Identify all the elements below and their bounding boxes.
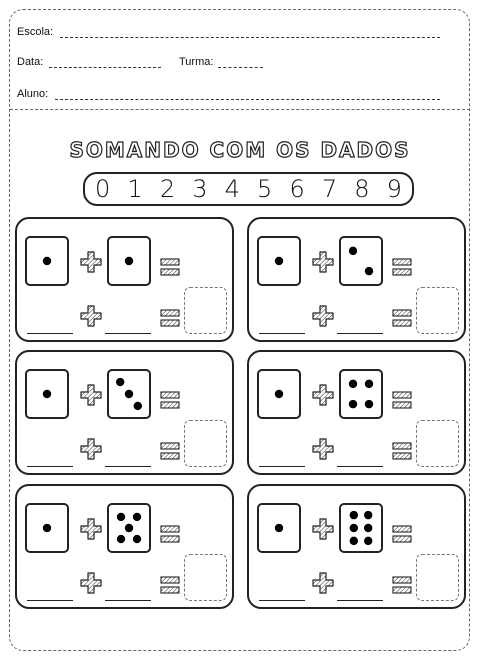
die-pip xyxy=(365,400,373,408)
die-face-1 xyxy=(25,236,69,286)
number-line-digit: 9 xyxy=(386,175,402,203)
die-face-2 xyxy=(339,236,383,286)
equals-icon xyxy=(160,308,180,333)
number-line-digit: 3 xyxy=(192,175,208,203)
plus-icon xyxy=(312,438,334,465)
die-face-6 xyxy=(339,503,383,553)
plus-icon xyxy=(312,572,334,599)
addend-blank[interactable] xyxy=(259,600,305,601)
class-label: Turma: xyxy=(179,56,214,68)
die-pip xyxy=(275,257,283,265)
number-line xyxy=(83,172,414,206)
exercise-card xyxy=(15,484,234,609)
exercise-card xyxy=(15,217,234,342)
plus-icon xyxy=(80,305,102,332)
student-field[interactable] xyxy=(55,99,440,100)
addend-blank[interactable] xyxy=(105,466,151,467)
die-pip xyxy=(43,257,51,265)
addend-blank[interactable] xyxy=(337,333,383,334)
die-pip xyxy=(43,390,51,398)
die-pip xyxy=(275,524,283,532)
die-pip xyxy=(349,247,357,255)
number-line-digit: 6 xyxy=(289,175,305,203)
addend-blank[interactable] xyxy=(259,333,305,334)
equals-icon xyxy=(392,441,412,466)
die-pip xyxy=(117,513,125,521)
plus-icon xyxy=(312,384,334,411)
school-field[interactable] xyxy=(60,37,440,38)
plus-icon xyxy=(312,305,334,332)
die-face-1 xyxy=(25,369,69,419)
die-pip xyxy=(125,524,133,532)
answer-box[interactable] xyxy=(184,554,227,601)
die-face-1 xyxy=(257,369,301,419)
answer-box[interactable] xyxy=(416,287,459,334)
die-pip xyxy=(349,400,357,408)
equals-icon xyxy=(160,524,180,549)
die-pip xyxy=(350,511,358,519)
die-pip xyxy=(350,524,358,532)
die-face-3 xyxy=(107,369,151,419)
die-pip xyxy=(364,537,372,545)
addend-blank[interactable] xyxy=(27,333,73,334)
equals-icon xyxy=(392,257,412,282)
die-face-1 xyxy=(107,236,151,286)
number-line-digit: 4 xyxy=(224,175,240,203)
equals-icon xyxy=(392,524,412,549)
number-line-digit: 8 xyxy=(354,175,370,203)
school-label: Escola: xyxy=(17,26,54,38)
exercise-card xyxy=(247,217,466,342)
equals-icon xyxy=(160,390,180,415)
plus-icon xyxy=(80,251,102,278)
die-face-5 xyxy=(107,503,151,553)
class-field[interactable] xyxy=(218,67,263,68)
die-pip xyxy=(133,535,141,543)
plus-icon xyxy=(80,438,102,465)
plus-icon xyxy=(80,518,102,545)
addend-blank[interactable] xyxy=(105,600,151,601)
header-separator xyxy=(10,109,470,110)
addend-blank[interactable] xyxy=(259,466,305,467)
date-field[interactable] xyxy=(49,67,161,68)
die-pip xyxy=(364,524,372,532)
die-pip xyxy=(117,535,125,543)
number-line-digit: 2 xyxy=(159,175,176,203)
die-pip xyxy=(43,524,51,532)
die-face-1 xyxy=(257,236,301,286)
die-pip xyxy=(125,257,133,265)
plus-icon xyxy=(80,384,102,411)
number-line-digit: 7 xyxy=(321,175,338,203)
die-pip xyxy=(365,267,373,275)
answer-box[interactable] xyxy=(184,420,227,467)
die-pip xyxy=(350,537,358,545)
die-face-4 xyxy=(339,369,383,419)
number-line-digit: 5 xyxy=(257,175,273,203)
exercise-card xyxy=(247,350,466,475)
die-face-1 xyxy=(257,503,301,553)
answer-box[interactable] xyxy=(416,554,459,601)
die-pip xyxy=(365,380,373,388)
date-label: Data: xyxy=(17,56,44,68)
die-pip xyxy=(133,513,141,521)
addend-blank[interactable] xyxy=(27,466,73,467)
addend-blank[interactable] xyxy=(105,333,151,334)
equals-icon xyxy=(392,308,412,333)
die-pip xyxy=(134,402,142,410)
addend-blank[interactable] xyxy=(337,600,383,601)
plus-icon xyxy=(312,518,334,545)
equals-icon xyxy=(392,575,412,600)
equals-icon xyxy=(160,257,180,282)
die-pip xyxy=(349,380,357,388)
page-title: SOMANDO COM OS DADOS xyxy=(69,138,411,162)
die-pip xyxy=(364,511,372,519)
addend-blank[interactable] xyxy=(337,466,383,467)
plus-icon xyxy=(312,251,334,278)
die-pip xyxy=(116,378,124,386)
equals-icon xyxy=(160,575,180,600)
answer-box[interactable] xyxy=(416,420,459,467)
student-label: Aluno: xyxy=(17,88,49,100)
die-pip xyxy=(275,390,283,398)
plus-icon xyxy=(80,572,102,599)
die-face-1 xyxy=(25,503,69,553)
equals-icon xyxy=(160,441,180,466)
addend-blank[interactable] xyxy=(27,600,73,601)
number-line-digit: 1 xyxy=(127,175,143,203)
die-pip xyxy=(125,390,133,398)
equals-icon xyxy=(392,390,412,415)
number-line-digit: 0 xyxy=(95,175,111,203)
answer-box[interactable] xyxy=(184,287,227,334)
exercise-card xyxy=(15,350,234,475)
exercise-card xyxy=(247,484,466,609)
